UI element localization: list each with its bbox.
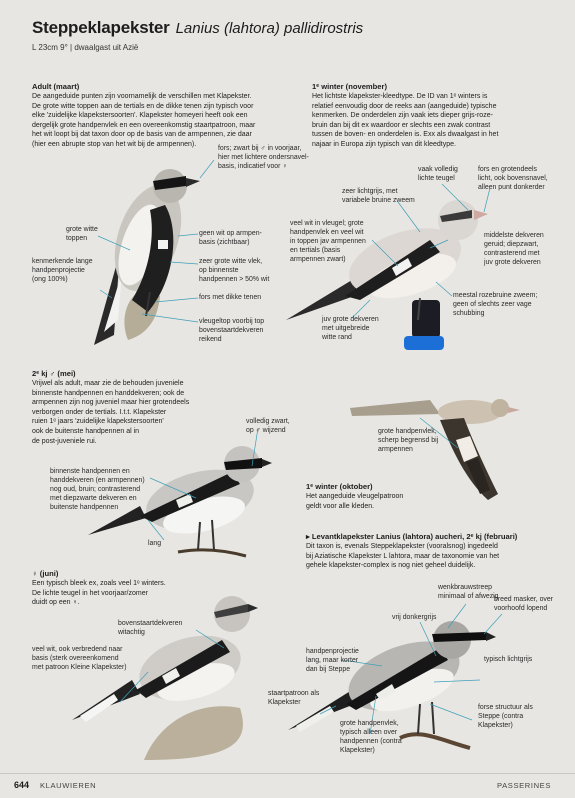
levant-text-line: gehele klapekster-complex is nog niet geheel duidelijk.: [306, 562, 476, 570]
running-section-title: KLAUWIEREN: [40, 781, 97, 790]
adult-heading: Adult (maart): [32, 82, 80, 91]
second-cy-text-line: verborgen onder de tertials. I.t.t. Klapekster: [32, 408, 167, 416]
label-staartpatroon: staartpatroon als Klapekster: [268, 690, 320, 706]
second-cy-text-line: de post-juveniele rui.: [32, 437, 97, 445]
label-lang: lang: [148, 540, 162, 547]
female-text-line: De lichte teugel in het voorjaar/zomer: [32, 589, 148, 597]
adult-text-line: De aangeduide punten zijn voornamelijk de verschillen met Klapekster.: [32, 93, 252, 100]
label-veel-wit-verbredend: veel wit, ook verbredend naar basis (sterk overeenkomend met patroon Kleine Klapekster): [32, 646, 127, 671]
second-cy-text-line: armpennen zijn nog juveniel maar hier grotendeels: [32, 399, 190, 407]
second-cy-male-heading: 2ᵉ kj ♂ (mei): [32, 369, 76, 378]
label-grote-witte-toppen: grote witte toppen: [66, 226, 98, 242]
label-fors-grotendeels-licht: fors en grotendeels licht, ook bovensnavel, alleen punt donkerder: [478, 166, 548, 191]
first-winter-oct-line: Het aangeduide vleugelpatroon: [306, 493, 404, 500]
female-text-line: duidt op een ♀.: [32, 599, 80, 607]
first-winter-text-line: najaar in Europa zijn typisch van dit kleedtype.: [312, 140, 456, 148]
species-measure: L 23cm 9° | dwaalgast uit Azië: [32, 43, 139, 52]
label-zeer-grote-witte-vlek: zeer grote witte vlek, op binnenste handpennen > 50% wit: [199, 258, 270, 283]
first-winter-oct-description: [306, 492, 506, 511]
label-binnenste-handpennen: binnenste handpennen en handdekveren (en armpennen) nog oud, bruin; contrasterend met diepzwarte dekveren en buitenste handpennen: [50, 468, 145, 511]
scientific-name: Lanius (lahtora) pallidirostris: [175, 20, 364, 37]
first-winter-text-line: Het lichtste klapekster-kleedtype. De ID van 1ᵉ winters is: [312, 93, 488, 100]
first-winter-text-line: kenmerken. De onderdelen zijn vaak iets dieper grijs-roze-: [312, 112, 493, 120]
label-grote-handpenvlek-vlucht: grote handpenvlek, scherp begrensd bij armpennen: [378, 428, 439, 453]
adult-text-line: het wit loopt bij dat taxon door op de basis van de armpennen, zie daar: [32, 131, 252, 139]
label-juv-grote-dekveren: juv grote dekveren met uitgebreide witte rand: [322, 316, 379, 341]
first-winter-nov-description: [312, 92, 552, 150]
first-winter-text-line: relatief eenvoudig door de reeks aan (aangeduide) typische: [312, 102, 497, 110]
label-geen-wit-armpen: geen wit op armpen- basis (zichtbaar): [199, 230, 262, 246]
label-middelste-dekveren: middelste dekveren geruid; diepzwart, contrasterend met juv grote dekveren: [484, 232, 544, 266]
female-heading: ♀ (juni): [32, 569, 59, 578]
levant-heading: ▸ Levantklapekster Lanius (lahtora) aucheri, 2ᵉ kj (februari): [306, 532, 518, 541]
label-forse-structuur: forse structuur als Steppe (contra Klapekster): [478, 704, 533, 729]
adult-text-line: dergelijk grote handpenvlek en een overeenkomstig staartpatroon, maar: [32, 121, 256, 129]
levant-text-line: bij Aziatische Klapekster L lahtora, maar de taxonomie van het: [306, 552, 500, 560]
label-kenmerkende-handpenprojectie: kenmerkende lange handpenprojectie (ong 100%): [32, 258, 93, 283]
label-typisch-lichtgrijs: typisch lichtgrijs: [484, 656, 533, 663]
second-cy-text-line: binnenste handpennen en handdekveren; ook de: [32, 389, 185, 397]
second-cy-text-line: ruien 1ᵉ jaars 'zuidelijke klapekstersoorten': [32, 418, 164, 426]
first-winter-text-line: tussen de boven- en onderdelen is. Exx als dwaalgast in het: [312, 131, 499, 139]
label-veel-wit-vleugel: veel wit in vleugel; grote handpenvlek en veel wit in toppen jav armpennen en tertials (basis armpennen zwart): [290, 220, 366, 263]
running-chapter-title: PASSERINES: [497, 781, 551, 790]
label-zeer-lichtgrijs: zeer lichtgrijs, met variabele bruine zweem: [342, 188, 415, 204]
label-meestal-rozebruine-zweem: meestal rozebruine zweem; geen of slechts zeer vage schubbing: [453, 292, 538, 317]
adult-description: [32, 92, 307, 150]
label-fors: fors; zwart bij ♂ in voorjaar, hier met lichtere ondersnavel- basis, indicatief voor ♀: [218, 145, 309, 170]
footer-divider: [0, 773, 575, 774]
label-vaak-volledig-lichte-teugel: vaak volledig lichte teugel: [418, 166, 458, 182]
label-grote-handpenvlek-levant: grote handpenvlek, typisch alleen over handpennen (contra Klapekster): [340, 720, 402, 754]
adult-text-line: De grote witte toppen aan de tertials en de dikke tenen zijn typisch voor: [32, 102, 254, 110]
second-cy-male-description: [32, 379, 282, 446]
page-number: 644: [14, 780, 30, 790]
label-handpenprojectie-lang: handpenprojectie lang, maar korter dan bij Steppe: [306, 648, 359, 673]
female-description: [32, 579, 252, 608]
levant-text-line: Dit taxon is, evenals Steppeklapekster (vooralsnog) ingedeeld: [306, 543, 498, 550]
label-volledig-zwart: volledig zwart, op ♂ wijzend: [246, 418, 290, 434]
label-wenkbrauwstreep: wenkbrauwstreep minimaal of afwezig: [438, 584, 499, 600]
female-text-line: Een typisch bleek ex, zoals veel 1ᵉ winters.: [32, 580, 166, 587]
label-vrij-donkergrijs: vrij donkergrijs: [392, 614, 437, 621]
bird-adult-illustration: [94, 169, 200, 345]
second-cy-text-line: Vrijwel als adult, maar zie de behouden juveniele: [32, 380, 184, 387]
second-cy-text-line: ook de buitenste handpennen al in: [32, 427, 140, 435]
label-bovenstaartdekveren: bovenstaartdekveren witachtig: [118, 620, 183, 636]
levant-description: [306, 542, 556, 571]
label-fors-dikke-tenen: fors met dikke tenen: [199, 294, 262, 301]
label-breed-masker: breed masker, over voorhoofd lopend: [494, 596, 553, 612]
first-winter-text-line: bruin dan bij dit ex waardoor er slechts een zwak contrast: [312, 121, 491, 129]
first-winter-oct-line: geldt voor alle kleden.: [306, 502, 375, 510]
first-winter-nov-heading: 1ᵉ winter (november): [312, 82, 388, 91]
adult-text-line: elke 'zuidelijke klapekstersoorten'. Klapekster homeyeri heeft ook een: [32, 112, 248, 120]
first-winter-oct-heading: 1ᵉ winter (oktober): [306, 482, 373, 491]
species-name: Steppeklapekster: [32, 18, 170, 37]
label-vleugeltop: vleugeltop voorbij top bovenstaartdekveren reikend: [199, 318, 265, 343]
adult-text-line: (hier een abrupte stop van het wit bij de armpennen).: [32, 140, 197, 148]
